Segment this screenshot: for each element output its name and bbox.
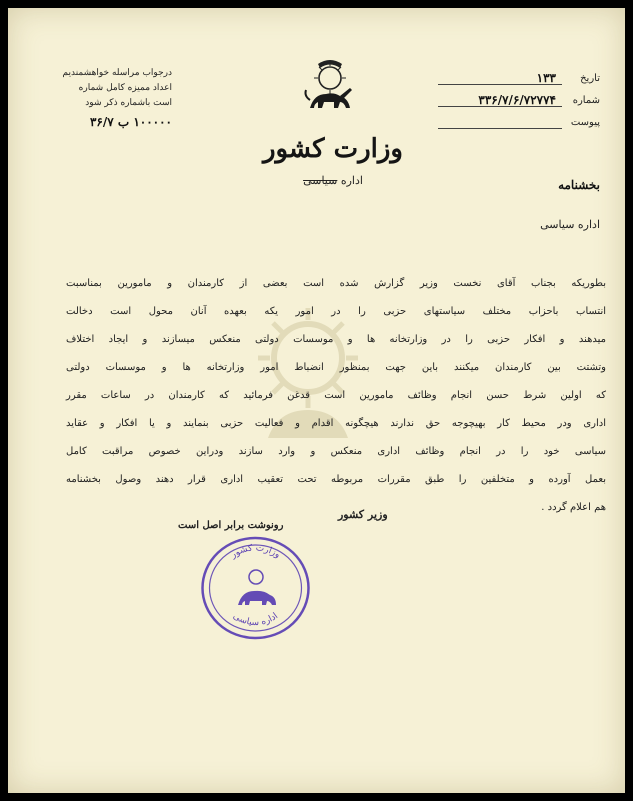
body-line: میدهند و افکار حزبی را در وزارتخانه ها و موسسات دولتی منعکس میسازند و ایجاد اختلاف: [66, 334, 606, 345]
reply-instruction-line: اعداد ممیزه کامل شماره: [78, 83, 172, 93]
stamp-top-text: وزارت کشور: [229, 543, 282, 561]
office-prefix: اداره: [340, 174, 363, 187]
office-name: [278, 174, 388, 187]
number-row: [438, 92, 600, 114]
body-line: سیاسی خود را در انجام وظائف اداری منعکس و وارد سازند ودراین خصوص مراقبت کامل: [66, 446, 606, 457]
body-line: هم اعلام گردد .: [541, 502, 606, 513]
date-row: [438, 70, 600, 92]
body-line: اداری ودر محیط کار بهیچوجه حق ندارند هیچگونه اقدام و فعالیت حزبی بنمایند و یا افکار و عقاید: [66, 418, 606, 429]
body-line: بعمل آورده و متخلفین را طبق مقررات مربوطه تحت تعقیب اداری قرار دهند وصول بخشنامه: [66, 474, 606, 485]
body-line: بطوریکه بجناب آقای نخست وزیر گزارش شده است بعضی از کارمندان و مامورین بمناسبت: [66, 278, 606, 289]
attachment-label: پیوست: [570, 117, 600, 128]
stamp-lion-icon: [238, 570, 276, 605]
reference-number: ۱۰۰۰۰۰ ب ۳۶/۷: [89, 115, 172, 129]
office-department: سیاسی: [303, 174, 338, 187]
number-label: شماره: [572, 95, 600, 106]
reply-instruction-line: است باشماره ذکر شود: [85, 98, 172, 108]
reply-instructions: [52, 66, 172, 129]
attachment-row: [438, 114, 600, 136]
number-value: ۳۳۶/۷/۶/۷۲۷۷۴: [478, 93, 556, 107]
stamp-bottom-text: اداره سیاسی: [231, 611, 281, 629]
circular-heading: بخشنامه: [558, 178, 600, 192]
body-line: انتساب باحزاب مختلف سیاستهای حزبی را در امور یکه بعهده آنان محول است دخالت: [66, 306, 606, 317]
reply-instruction-line: درجواب مراسله خواهشمندیم: [62, 68, 172, 78]
true-copy-note: رونوشت برابر اصل است: [178, 520, 284, 531]
ministry-title: وزارت کشور: [263, 134, 403, 164]
letter-paper: [8, 8, 625, 793]
body-line: که اولین شرط حسن انجام وظائف مامورین است قدغن فرمائید که کارمندان در ساعات مقرر: [66, 390, 606, 401]
recipient: اداره سیاسی: [540, 218, 600, 231]
date-value: ۱۳۳: [536, 71, 556, 85]
letter-meta: [438, 70, 600, 136]
date-label: تاریخ: [580, 73, 600, 84]
lion-and-sun-emblem-icon: [300, 56, 360, 116]
attachment-rule: [438, 128, 562, 129]
official-stamp: [198, 533, 313, 643]
body-line: وتشتت بین کارمندان میکنند باین جهت بمنظور انضباط امور وزارتخانه ها و موسسات دولتی: [66, 362, 606, 373]
signature: وزیر کشور: [338, 508, 388, 521]
letter-body: [66, 270, 606, 522]
